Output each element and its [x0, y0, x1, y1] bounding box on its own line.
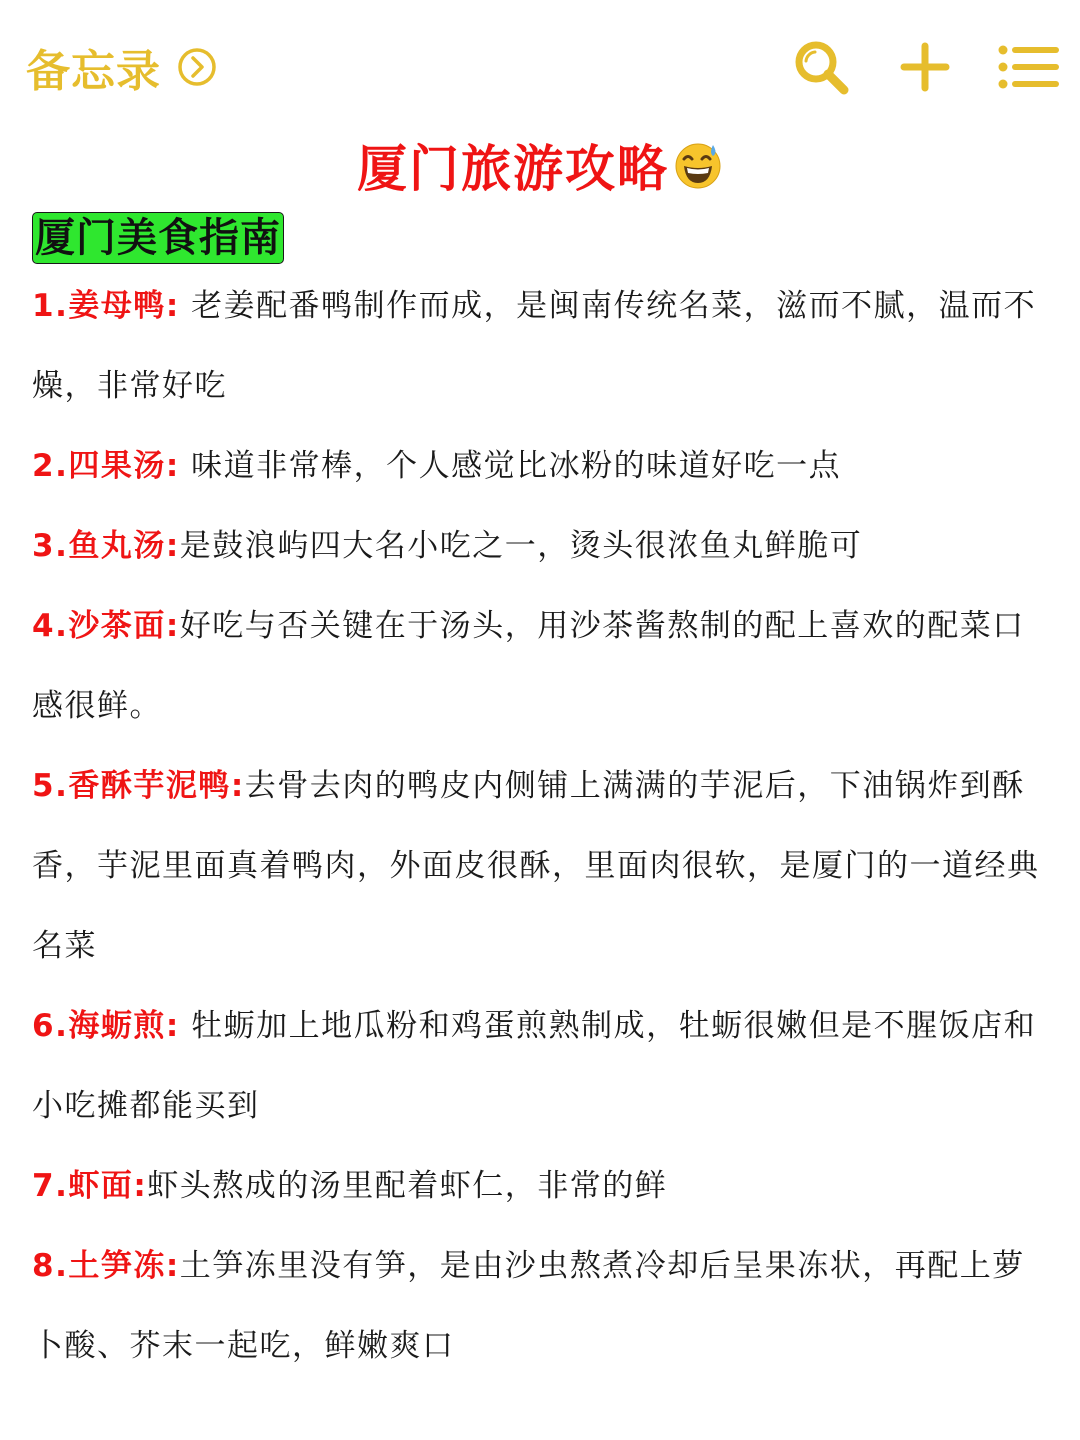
- food-name: 2.四果汤:: [32, 448, 180, 484]
- note-title: 厦门旅游攻略: [357, 140, 669, 198]
- food-name: 4.沙茶面:: [32, 608, 180, 644]
- list-item: [32, 506, 1052, 586]
- list-item: [32, 266, 1052, 426]
- grinning-face-with-sweat-emoji: [673, 140, 723, 190]
- top-bar: [0, 0, 1080, 130]
- section-heading: 厦门美食指南: [32, 212, 284, 264]
- plus-icon: [899, 41, 951, 93]
- search-button[interactable]: [790, 36, 852, 98]
- food-list: [32, 266, 1052, 1386]
- food-name: 7.虾面:: [32, 1168, 148, 1204]
- back-to-notes-button[interactable]: [26, 38, 217, 96]
- food-name: 8.土笋冻:: [32, 1248, 180, 1284]
- chevron-right-circle-icon: [177, 47, 217, 87]
- list-item: [32, 1226, 1052, 1386]
- food-description: 味道非常棒，个人感觉比冰粉的味道好吃一点: [179, 448, 842, 484]
- list-item: [32, 746, 1052, 986]
- add-note-button[interactable]: [894, 36, 956, 98]
- food-description: 老姜配番鸭制作而成，是闽南传统名菜，滋而不腻，温而不燥，非常好吃: [32, 288, 1037, 404]
- list-icon: [998, 44, 1060, 90]
- list-item: [32, 986, 1052, 1146]
- food-description: 去骨去肉的鸭皮内侧铺上满满的芋泥后，下油锅炸到酥香，芋泥里面真着鸭肉，外面皮很酥，里面肉很软，是厦门的一道经典名菜: [32, 768, 1040, 964]
- food-description: 土笋冻里没有笋，是由沙虫熬煮冷却后呈果冻状，再配上萝卜酸、芥末一起吃，鲜嫩爽口: [32, 1248, 1025, 1364]
- back-label: 备忘录: [26, 46, 161, 97]
- food-name: 1.姜母鸭:: [32, 288, 180, 324]
- toolbar-actions: [790, 34, 1060, 100]
- search-icon: [791, 37, 851, 97]
- food-name: 3.鱼丸汤:: [32, 528, 180, 564]
- list-view-button[interactable]: [998, 36, 1060, 98]
- food-name: 6.海蛎煎:: [32, 1008, 180, 1044]
- food-description: 虾头熬成的汤里配着虾仁，非常的鲜: [147, 1168, 668, 1204]
- food-description: 牡蛎加上地瓜粉和鸡蛋煎熟制成，牡蛎很嫩但是不腥饭店和小吃摊都能买到: [32, 1008, 1037, 1124]
- food-name: 5.香酥芋泥鸭:: [32, 768, 245, 804]
- list-item: [32, 586, 1052, 746]
- food-description: 好吃与否关键在于汤头，用沙茶酱熬制的配上喜欢的配菜口感很鲜。: [32, 608, 1025, 724]
- note-title-row: [0, 128, 1080, 202]
- list-item: [32, 1146, 1052, 1226]
- food-description: 是鼓浪屿四大名小吃之一，烫头很浓鱼丸鲜脆可: [179, 528, 863, 564]
- list-item: [32, 426, 1052, 506]
